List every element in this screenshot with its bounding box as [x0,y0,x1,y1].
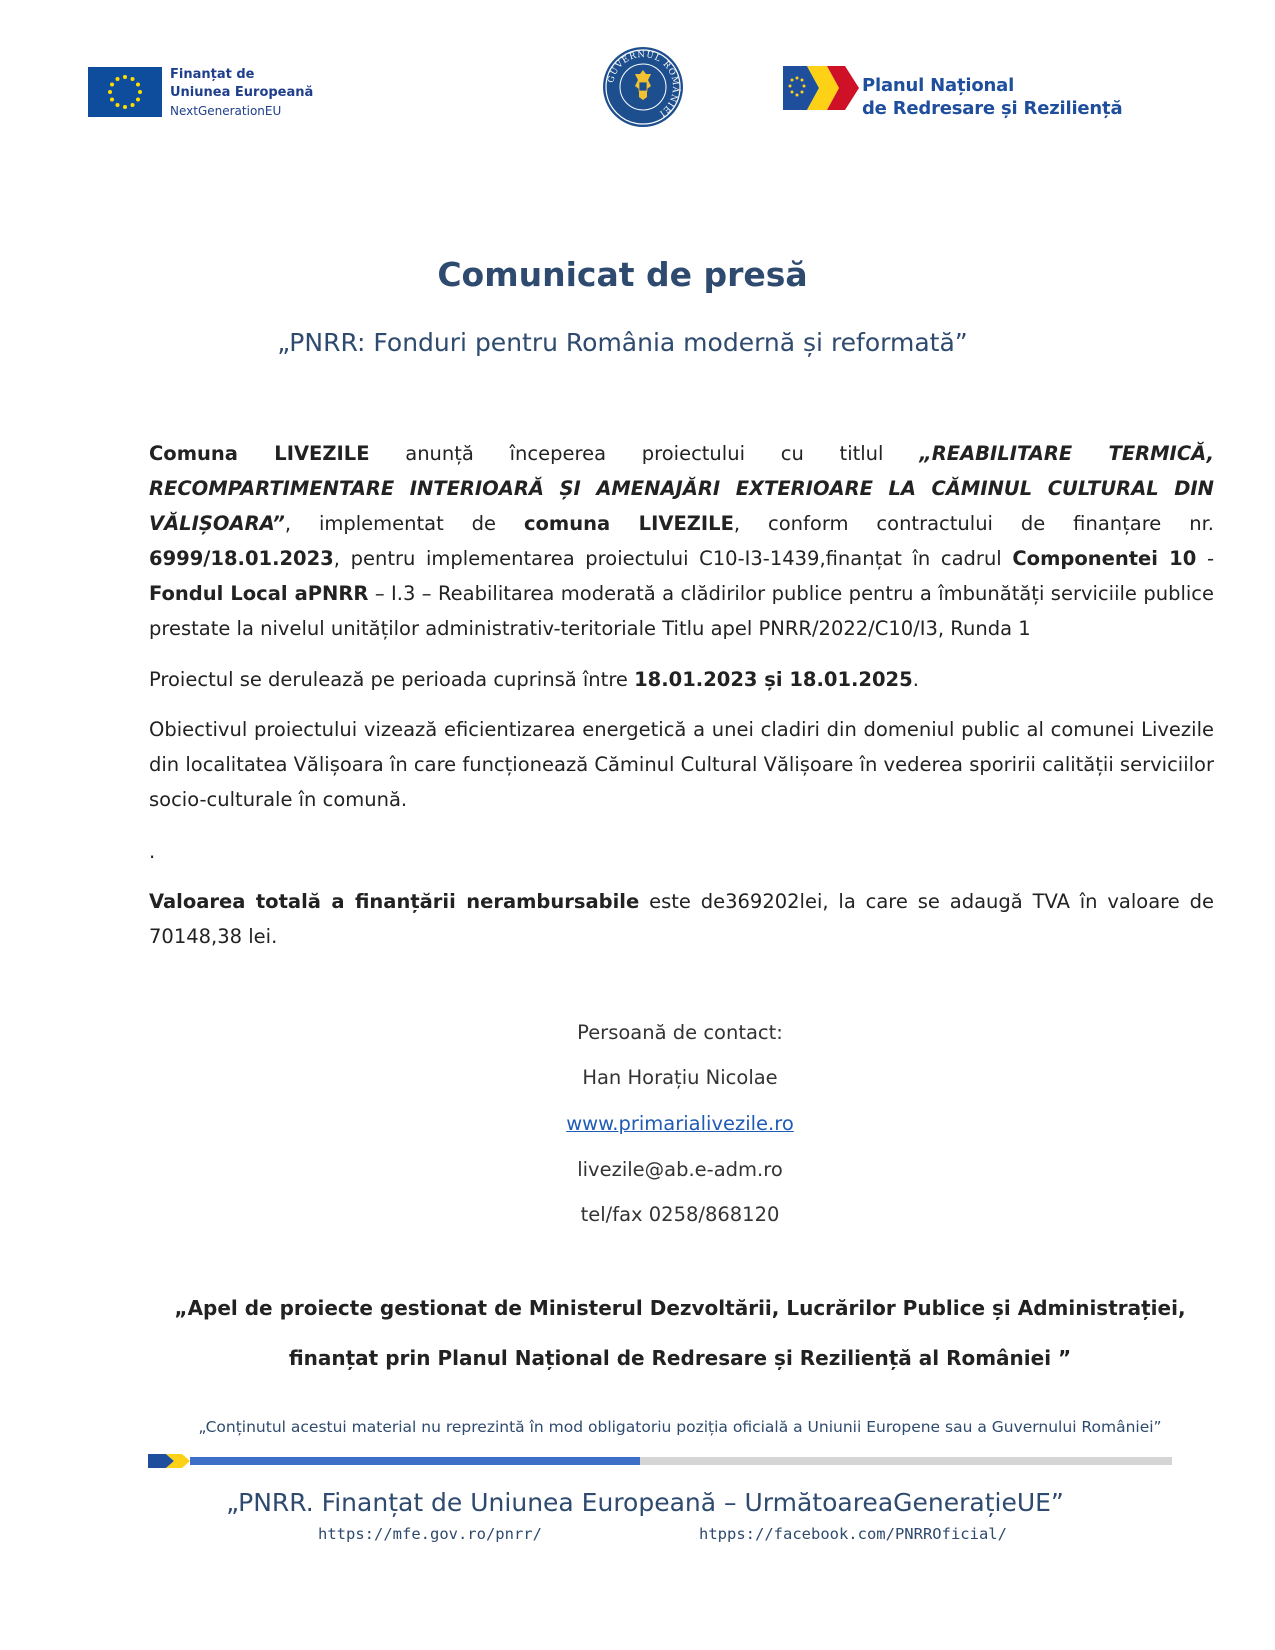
separator-dot: . [149,840,156,863]
project-period-dates: 18.01.2023 și 18.01.2025 [634,668,913,691]
contact-name: Han Horațiu Nicolae [582,1066,778,1089]
commune-name-bold: Comuna LIVEZILE [149,442,370,465]
component-bold: Componentei 10 [1012,547,1197,570]
p1-text-5: - [1196,547,1214,570]
eu-flag-icon [88,67,162,117]
project-objective-paragraph: Obiectivul proiectului vizează eficientizarea energetică a unei cladiri din domeniul public al comunei Livezile din localitatea Vălișoara în care funcționează Căminul Cultural Vălișoare în vederea sporirii calității serviciilor socio-culturale în comună. [149,718,1214,811]
footer-arrow-icon [148,1452,192,1470]
footer-link-facebook[interactable]: htpps://facebook.com/PNRROficial/ [699,1525,1007,1543]
p2-text-1: Proiectul se derulează pe perioada cuprinsă între [149,668,635,691]
p1-text-1: anunță începerea proiectului cu titlul [369,442,920,465]
funding-value-paragraph [149,884,1214,954]
contact-website-link[interactable]: www.primarialivezile.ro [566,1112,794,1135]
footer-link-mfe[interactable]: https://mfe.gov.ro/pnrr/ [318,1525,542,1543]
project-title: „REABILITARE TERMICĂ, RECOMPARTIMENTARE INTERIOARĂ ȘI AMENAJĂRI EXTERIOARE LA CĂMINUL CULTURAL DIN VĂLIȘOARA” [149,442,1214,535]
page-title: Comunicat de presă [437,255,808,294]
eu-text-line2: Uniunea Europeană [170,85,314,100]
p5-text-1: este de369202lei, la care se adaugă TVA în valoare de 70148,38 lei. [149,890,1214,948]
pnrr-text-line1: Planul Național [862,75,1015,96]
eu-text-line1: Finanțat de [170,67,255,82]
project-announcement-paragraph [149,436,1214,646]
contact-phone: tel/fax 0258/868120 [580,1203,780,1226]
p1-text-4: , pentru implementarea proiectului C10-I3-1439,finanțat în cadrul [333,547,1013,570]
contract-number: 6999/18.01.2023 [149,547,334,570]
romanian-government-seal-icon [602,46,684,128]
p1-text-2: , implementat de [284,512,524,535]
project-period-paragraph [149,662,1214,697]
eu-stars-icon [88,67,162,117]
seal-text: GUVERNUL ROMÂNIEI [606,49,681,119]
contact-label: Persoană de contact: [577,1021,783,1044]
fund-bold: Fondul Local aPNRR [149,582,369,605]
footer-bar-grey [640,1457,1172,1465]
pnrr-logo-text [862,74,1122,120]
call-statement-line2: finanțat prin Planul Național de Redresare și Reziliență al României ” [288,1346,1072,1370]
contact-email: livezile@ab.e-adm.ro [577,1158,783,1181]
call-statement-line1: „Apel de proiecte gestionat de Ministerul Dezvoltării, Lucrărilor Publice și Administrației, [174,1296,1186,1320]
footer-tagline: „PNRR. Finanțat de Uniunea Europeană – UrmătoareaGenerațieUE” [226,1488,1064,1517]
page-subtitle: „PNRR: Fonduri pentru România modernă și reformată” [277,328,968,357]
pnrr-flag-arrow-icon [783,64,865,112]
footer-bar-blue [190,1457,640,1465]
eu-text-line3: NextGenerationEU [170,104,282,118]
eu-funding-text [170,66,313,120]
disclaimer-text: „Conținutul acestui material nu reprezintă în mod obligatoriu poziția oficială a Uniunii Europene sau a Guvernului României” [198,1418,1162,1436]
pnrr-text-line2: de Redresare și Reziliență [862,98,1123,119]
p2-text-2: . [912,668,919,691]
funding-value-label: Valoarea totală a finanțării nerambursabile [149,890,640,913]
p1-text-6: – I.3 – Reabilitarea moderată a clădirilor publice pentru a îmbunătăți serviciile publice prestate la nivelul unităților administrativ-teritoriale Titlu apel PNRR/2022/C10/I3, Runda 1 [149,582,1215,640]
implementer-bold: comuna LIVEZILE [523,512,734,535]
p1-text-3: , conform contractului de finanțare nr. [733,512,1215,535]
